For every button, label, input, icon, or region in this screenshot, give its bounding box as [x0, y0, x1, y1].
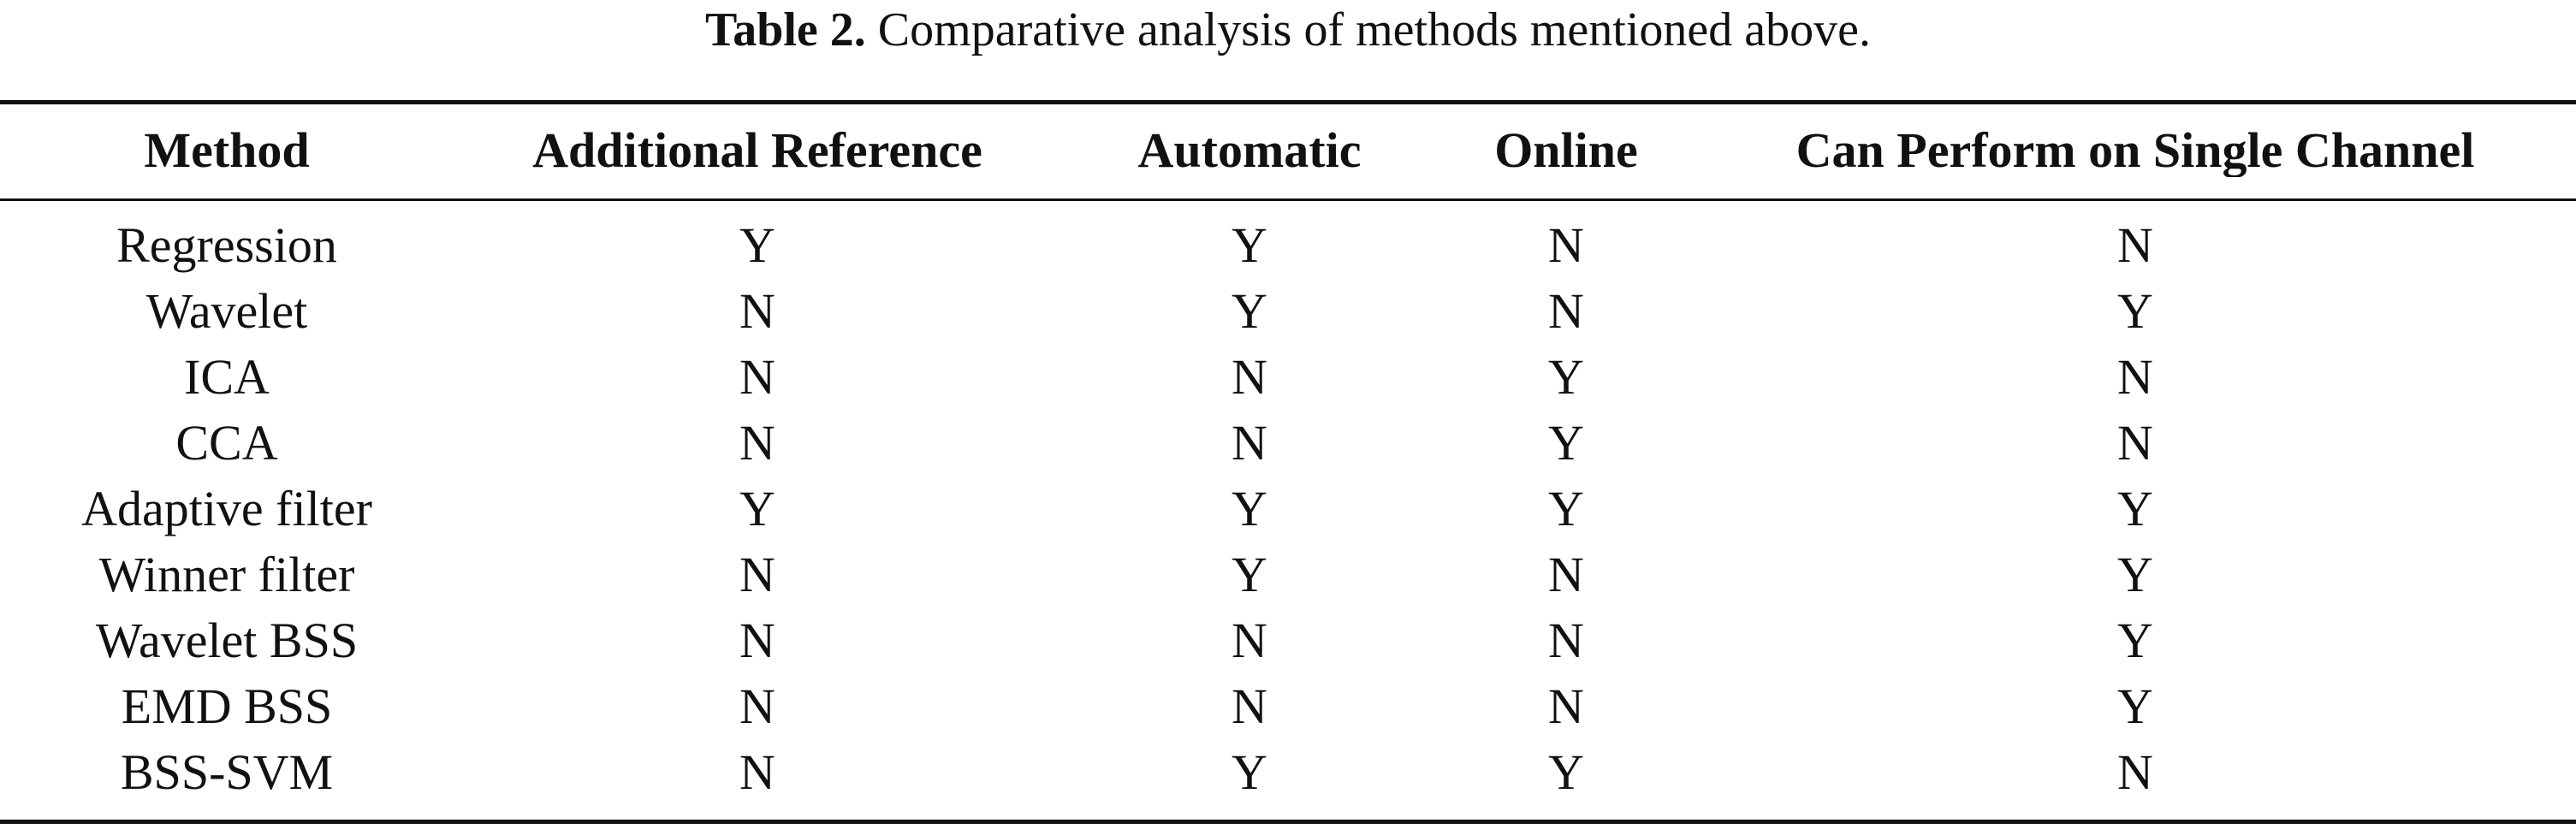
cell-method: Wavelet BSS	[95, 613, 359, 668]
cell-online: Y	[1548, 415, 1584, 471]
cell-additional-reference: Y	[739, 481, 775, 536]
table-row	[0, 410, 2576, 476]
table-row	[0, 344, 2576, 410]
cell-single-channel: Y	[2117, 613, 2153, 668]
cell-single-channel: N	[2117, 217, 2153, 273]
table-header-grid	[0, 124, 2576, 177]
table-bottom-rule	[0, 820, 2576, 824]
cell-automatic: Y	[1232, 217, 1267, 273]
table-top-rule	[0, 100, 2576, 104]
cell-automatic: Y	[1232, 744, 1267, 800]
table-row	[0, 542, 2576, 607]
cell-online: N	[1548, 217, 1584, 273]
table-header-rule	[0, 198, 2576, 201]
cell-single-channel: N	[2117, 415, 2153, 471]
cell-automatic: Y	[1232, 547, 1267, 602]
cell-automatic: N	[1232, 415, 1267, 471]
cell-automatic: Y	[1232, 481, 1267, 536]
table-caption	[0, 3, 2576, 56]
cell-additional-reference: N	[739, 415, 775, 471]
cell-online: N	[1548, 678, 1584, 734]
cell-additional-reference: N	[739, 678, 775, 734]
table-row	[0, 278, 2576, 344]
cell-additional-reference: N	[739, 744, 775, 800]
cell-additional-reference: N	[739, 283, 775, 339]
table-body-grid	[0, 212, 2576, 805]
cell-automatic: Y	[1232, 283, 1267, 339]
cell-additional-reference: N	[739, 349, 775, 405]
cell-method: BSS-SVM	[120, 744, 334, 800]
cell-method: ICA	[184, 349, 270, 405]
cell-method: Winner filter	[98, 547, 355, 602]
cell-single-channel: Y	[2117, 547, 2153, 602]
cell-online: N	[1548, 547, 1584, 602]
cell-single-channel: N	[2117, 744, 2153, 800]
cell-additional-reference: Y	[739, 217, 775, 273]
cell-single-channel: Y	[2117, 481, 2153, 536]
header-row	[0, 124, 2576, 177]
table-row	[0, 476, 2576, 542]
cell-single-channel: N	[2117, 349, 2153, 405]
cell-online: Y	[1548, 744, 1584, 800]
header-method: Method	[144, 124, 310, 177]
cell-online: Y	[1548, 481, 1584, 536]
cell-online: N	[1548, 283, 1584, 339]
cell-method: Adaptive filter	[81, 481, 372, 536]
table-caption-text: Comparative analysis of methods mentioned above.	[865, 3, 1871, 56]
cell-method: CCA	[175, 415, 278, 471]
cell-method: Wavelet	[145, 283, 308, 339]
table-row	[0, 739, 2576, 805]
header-single-channel: Can Perform on Single Channel	[1795, 124, 2475, 177]
header-automatic: Automatic	[1137, 124, 1362, 177]
table-row	[0, 607, 2576, 673]
table-row	[0, 212, 2576, 278]
cell-additional-reference: N	[739, 547, 775, 602]
header-online: Online	[1494, 124, 1638, 177]
cell-method: EMD BSS	[121, 678, 333, 734]
cell-automatic: N	[1232, 349, 1267, 405]
cell-single-channel: Y	[2117, 283, 2153, 339]
cell-automatic: N	[1232, 613, 1267, 668]
cell-online: N	[1548, 613, 1584, 668]
header-additional-reference: Additional Reference	[532, 124, 982, 177]
cell-online: Y	[1548, 349, 1584, 405]
table-row	[0, 673, 2576, 739]
cell-method: Regression	[116, 217, 337, 273]
table-caption-label: Table 2.	[705, 3, 866, 56]
cell-single-channel: Y	[2117, 678, 2153, 734]
cell-additional-reference: N	[739, 613, 775, 668]
cell-automatic: N	[1232, 678, 1267, 734]
